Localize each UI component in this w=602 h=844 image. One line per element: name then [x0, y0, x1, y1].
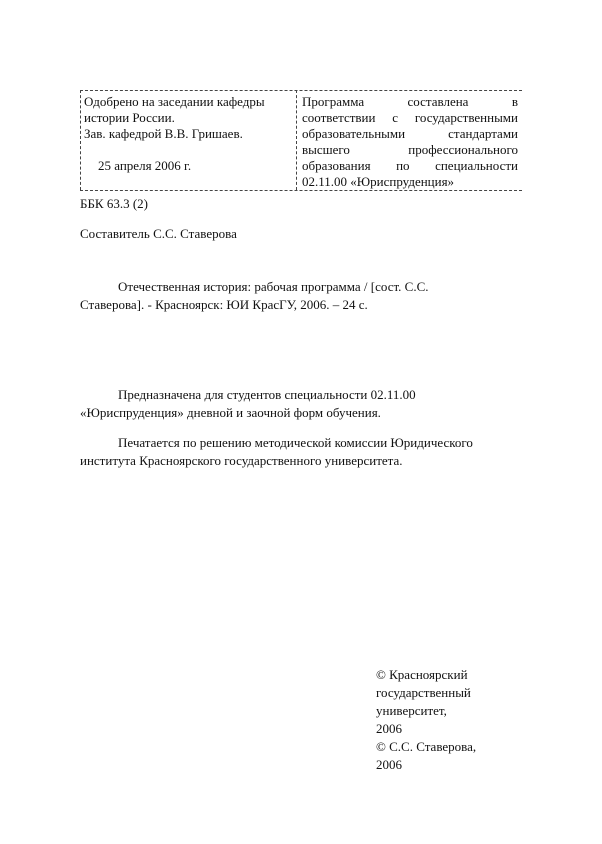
copyright-line: 2006: [376, 757, 402, 772]
program-note-line: [302, 94, 518, 110]
table-bottom-border: [80, 190, 522, 191]
program-note-cell: [302, 94, 518, 190]
program-note-word: составлена: [407, 94, 469, 109]
program-note-word: государственными: [414, 110, 518, 125]
table-divider: [296, 90, 297, 190]
program-note-word: профессионального: [408, 142, 518, 157]
copyright-line: 2006: [376, 721, 402, 736]
purpose-statement: [80, 386, 500, 422]
bibliographic-description: [80, 278, 500, 314]
program-note-word: высшего: [302, 142, 350, 157]
bibliography-line: Отечественная история: рабочая программа / [сост. С.С.: [118, 279, 429, 294]
purpose-line: «Юриспруденция» дневной и заочной форм обучения.: [80, 405, 381, 420]
program-note-line: [302, 110, 518, 126]
bibliography-line: Ставерова]. - Красноярск: ЮИ КрасГУ, 2006. – 24 с.: [80, 297, 368, 312]
purpose-line: Предназначена для студентов специальности 02.11.00: [118, 387, 416, 402]
table-top-border: [80, 90, 522, 91]
approval-line: [84, 142, 290, 158]
copyright-line: государственный: [376, 685, 471, 700]
program-note-word: с: [392, 110, 399, 125]
approval-line: Одобрено на заседании кафедры: [84, 94, 265, 109]
program-note-word: образования: [302, 158, 371, 173]
approval-table: [80, 90, 522, 194]
compiler-line: Составитель С.С. Ставерова: [80, 226, 237, 241]
table-left-border: [80, 90, 81, 190]
approval-line: Зав. кафедрой В.В. Гришаев.: [84, 126, 243, 141]
approval-date: 25 апреля 2006 г.: [98, 158, 192, 173]
copyright-block: [376, 666, 536, 774]
program-note-line: [302, 126, 518, 142]
printing-line: института Красноярского государственного университета.: [80, 453, 403, 468]
program-note-line: 02.11.00 «Юриспруденция»: [302, 174, 455, 189]
program-note-word: по: [396, 158, 410, 173]
program-note-word: соответствии: [302, 110, 376, 125]
program-note-word: стандартами: [448, 126, 518, 141]
program-note-line: [302, 158, 518, 174]
copyright-line: © Красноярский: [376, 667, 468, 682]
bbk-code: ББК 63.3 (2): [80, 196, 149, 211]
program-note-line: [302, 142, 518, 158]
program-note-word: специальности: [435, 158, 518, 173]
printing-decision: [80, 434, 520, 470]
approval-left-cell: [84, 94, 290, 174]
program-note-word: в: [511, 94, 518, 109]
copyright-line: университет,: [376, 703, 447, 718]
copyright-line: © С.С. Ставерова,: [376, 739, 477, 754]
approval-line: истории России.: [84, 110, 175, 125]
program-note-word: образовательными: [302, 126, 406, 141]
program-note-word: Программа: [302, 94, 365, 109]
printing-line: Печатается по решению методической комиссии Юридического: [118, 435, 473, 450]
